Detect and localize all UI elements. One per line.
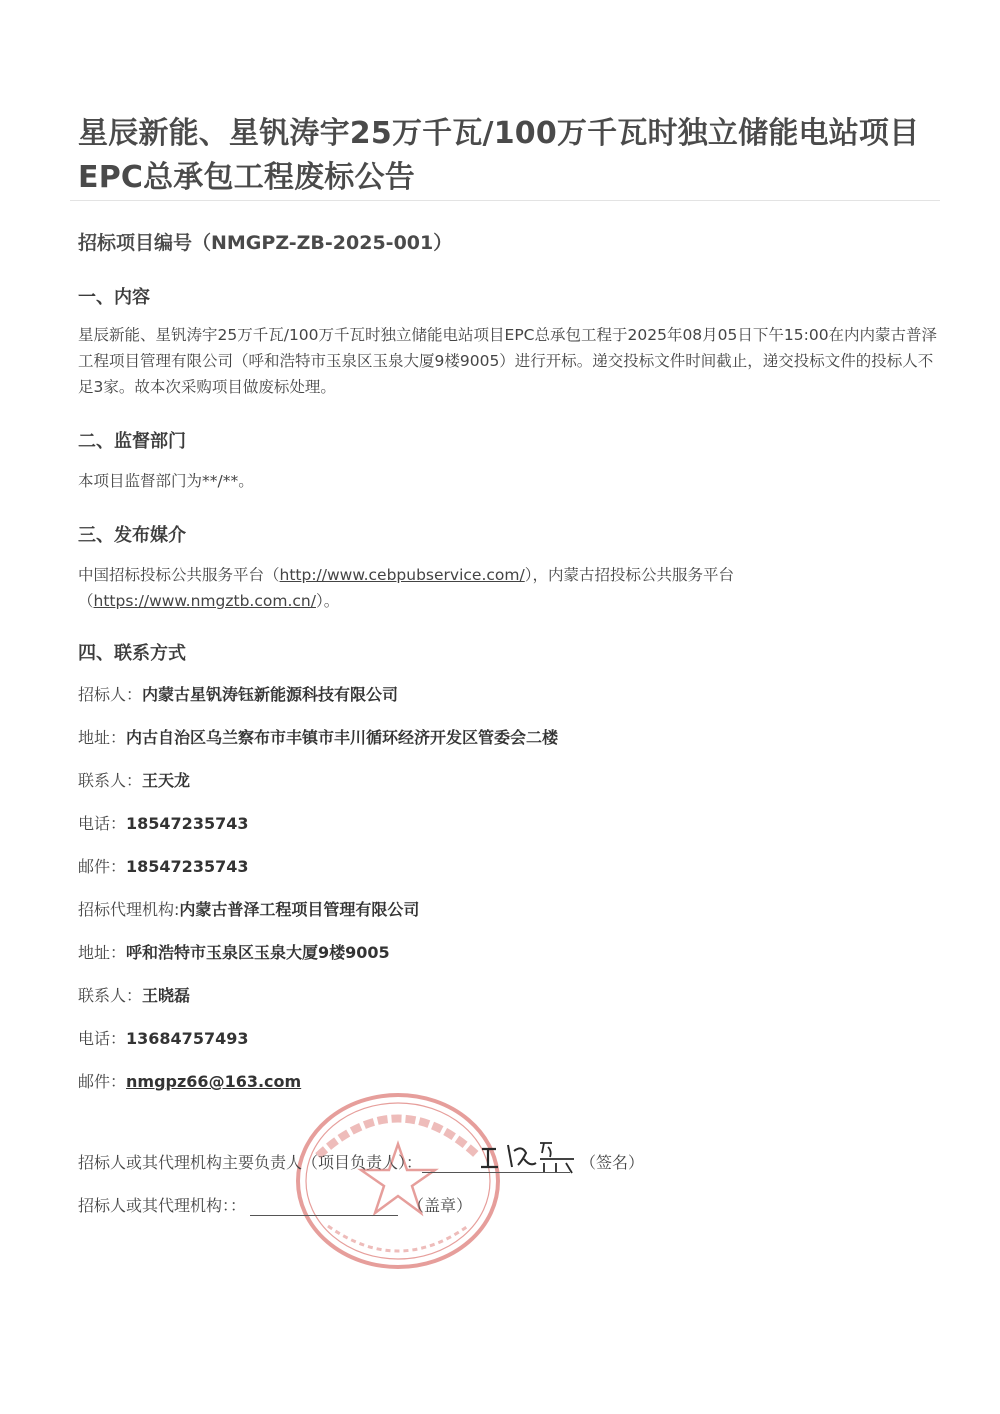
signature-suffix: （签名） (580, 1153, 645, 1172)
title-divider (70, 200, 940, 201)
email-link[interactable]: nmgpz66@163.com (126, 1072, 302, 1091)
stamp-label: 招标人或其代理机构：： (78, 1196, 247, 1215)
section-heading-supervision: 二、监督部门 (78, 431, 186, 452)
title-line-2: EPC总承包工程废标公告 (78, 160, 415, 195)
contact-label: 电话： (78, 814, 127, 833)
section-heading-contact: 四、联系方式 (78, 643, 186, 664)
title-line-1: 星辰新能、星钒涛宇25万千瓦/100万千瓦时独立储能电站项目 (78, 116, 920, 151)
official-seal-stamp (288, 1086, 508, 1276)
signature-label: 招标人或其代理机构主要负责人（项目负责人）： (78, 1153, 423, 1172)
contact-label: 电话： (78, 1029, 127, 1048)
contact-label: 地址： (78, 728, 127, 747)
contact-row-tenderer-email (78, 854, 248, 877)
section-heading-media: 三、发布媒介 (78, 525, 186, 546)
contact-label: 招标代理机构: (78, 900, 180, 919)
cebpubservice-link[interactable]: http://www.cebpubservice.com/ (279, 566, 525, 584)
contact-label: 联系人： (78, 771, 143, 790)
contact-value: 内古自治区乌兰察布市丰镇市丰川循环经济开发区管委会二楼 (126, 728, 559, 747)
contact-value: 内蒙古星钒涛钰新能源科技有限公司 (142, 685, 399, 704)
contact-label: 联系人： (78, 986, 143, 1005)
contact-row-agency (78, 897, 419, 920)
stamp-line (78, 1193, 472, 1216)
contact-row-agency-person (78, 983, 190, 1006)
contact-value: 王天龙 (142, 771, 191, 790)
contact-value: 呼和浩特市玉泉区玉泉大厦9楼9005 (126, 943, 390, 962)
section-body-content: 星辰新能、星钒涛宇25万千瓦/100万千瓦时独立储能电站项目EPC总承包工程于2025年08月05日下午15:00在内内蒙古普泽工程项目管理有限公司（呼和浩特市玉泉区玉泉大厦9楼9005）进行开标。递交投标文件时间截止，递交投标文件的投标人不足3家。故本次采购项目做废标处理。 (78, 326, 938, 396)
contact-row-agency-phone (78, 1026, 248, 1049)
contact-label: 地址： (78, 943, 127, 962)
contact-row-tenderer-address (78, 725, 558, 748)
media-text-3: （ (78, 592, 94, 610)
contact-value: 内蒙古普泽工程项目管理有限公司 (179, 900, 420, 919)
section-body-media (78, 562, 938, 614)
contact-label: 招标人： (78, 685, 143, 704)
contact-value: 13684757493 (126, 1029, 249, 1048)
media-text-4: ）。 (315, 592, 340, 610)
document-title (78, 112, 958, 200)
section-body-supervision: 本项目监督部门为**/**。 (78, 472, 254, 490)
signature-line (78, 1150, 644, 1173)
contact-value: 18547235743 (126, 814, 249, 833)
section-heading-content: 一、内容 (78, 287, 150, 308)
media-text-2: ），内蒙古招投标公共服务平台 (524, 566, 734, 584)
contact-row-tenderer (78, 682, 398, 705)
contact-label: 邮件： (78, 857, 127, 876)
stamp-blank (250, 1196, 398, 1216)
contact-label: 邮件： (78, 1072, 127, 1091)
project-number: 招标项目编号（NMGPZ-ZB-2025-001） (78, 232, 453, 254)
nmgztb-link[interactable]: https://www.nmgztb.com.cn/ (93, 592, 316, 610)
contact-value: 18547235743 (126, 857, 249, 876)
contact-row-tenderer-phone (78, 811, 248, 834)
signature-blank (422, 1153, 570, 1173)
contact-row-tenderer-person (78, 768, 190, 791)
contact-value: 王晓磊 (142, 986, 191, 1005)
media-text-1: 中国招标投标公共服务平台（ (78, 566, 280, 584)
contact-row-agency-email (78, 1069, 301, 1092)
stamp-suffix: （盖章） (408, 1196, 473, 1215)
contact-row-agency-address (78, 940, 390, 963)
